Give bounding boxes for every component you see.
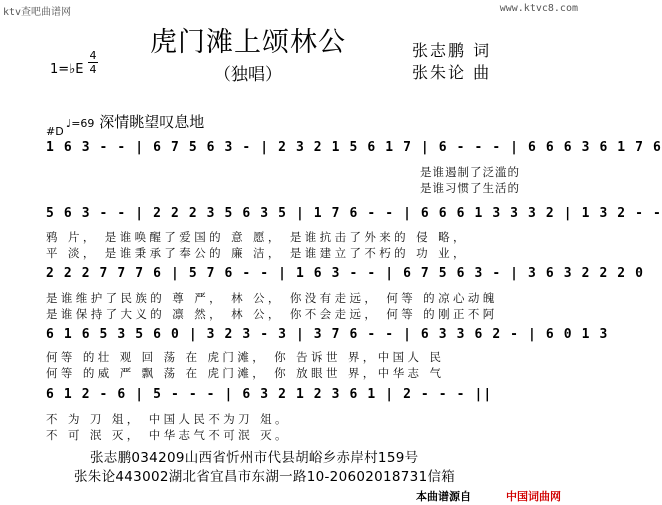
- composer-credit: 张朱论 曲: [412, 63, 492, 82]
- song-title: 虎门滩上颂林公: [150, 27, 346, 58]
- lyric-line-4a: 何等 的壮 观 回 荡 在 虎门滩， 你 告诉世 界，中国人 民: [46, 350, 445, 364]
- lyric-line-4b: 何等 的威 严 飘 荡 在 虎门滩， 你 放眼世 界，中华志 气: [46, 366, 445, 380]
- lyric-line-3a: 是谁维护了民族的 尊 严， 林 公， 你没有走远， 何等 的凉心动魄: [46, 291, 498, 305]
- address-composer: 张朱论443002湖北省宜昌市东湖一路10-20602018731信箱: [74, 469, 456, 485]
- key-mark: #D: [46, 125, 64, 138]
- lyric-line-5b: 不 可 泯 灭， 中华志气不可泯 灭。: [46, 428, 290, 442]
- notation-line-1: 1 6 3 - - | 6 7 5 6 3 - | 2 3 2 1 5 6 1 7 | 6 - - - | 6 6 6 3 6 1 7 6: [46, 140, 662, 155]
- lyric-line-1a: 是谁遏制了泛滥的: [420, 165, 520, 179]
- footer-source: 本曲谱源自: [416, 490, 471, 503]
- address-lyricist: 张志鹏034209山西省忻州市代县胡峪乡赤岸村159号: [90, 450, 419, 466]
- meter-bottom: 4: [89, 63, 97, 76]
- lyric-line-2b: 平 淡， 是谁秉承了奉公的 廉 洁， 是谁建立了不朽的 功 业，: [46, 246, 468, 260]
- lyric-line-3b: 是谁保持了大义的 凛 然， 林 公， 你不会走远， 何等 的刚正不阿: [46, 307, 498, 321]
- lyric-line-1b: 是谁习惯了生活的: [420, 181, 520, 195]
- notation-line-4: 6 1 6 5 3 5 6 0 | 3 2 3 - 3 | 3 7 6 - - | 6 3 3 6 2 - | 6 0 1 3: [46, 327, 609, 342]
- footer-site-link[interactable]: 中国词曲网: [506, 490, 561, 503]
- notation-line-5: 6 1 2 - 6 | 5 - - - | 6 3 2 1 2 3 6 1 | 2 - - - ||: [46, 387, 493, 402]
- lyric-line-5a: 不 为 刀 俎， 中国人民不为刀 俎。: [46, 412, 290, 426]
- lyricist-credit: 张志鹏 词: [412, 41, 492, 60]
- tempo-expression: 深情眺望叹息地: [99, 113, 205, 131]
- time-signature: [88, 50, 98, 75]
- tempo-symbol: ♩=69: [66, 117, 95, 130]
- watermark-left: ktv查吧曲谱网: [3, 7, 72, 18]
- notation-line-2: 5 6 3 - - | 2 2 2 3 5 6 3 5 | 1 7 6 - - | 6 6 6 1 3 3 3 2 | 1 3 2 - -: [46, 206, 662, 221]
- key-signature: 1=♭E: [50, 62, 84, 77]
- watermark-right: www.ktvc8.com: [499, 3, 578, 14]
- notation-line-3: 2 2 2 7 7 7 6 | 5 7 6 - - | 1 6 3 - - | 6 7 5 6 3 - | 3 6 3 2 2 2 0: [46, 266, 645, 281]
- song-subtitle: （独唱）: [214, 65, 282, 85]
- tempo-marking: [66, 111, 204, 132]
- meter-top: 4: [89, 49, 97, 62]
- lyric-line-2a: 鸦 片， 是谁唤醒了爱国的 意 愿， 是谁抗击了外来的 侵 略，: [46, 230, 468, 244]
